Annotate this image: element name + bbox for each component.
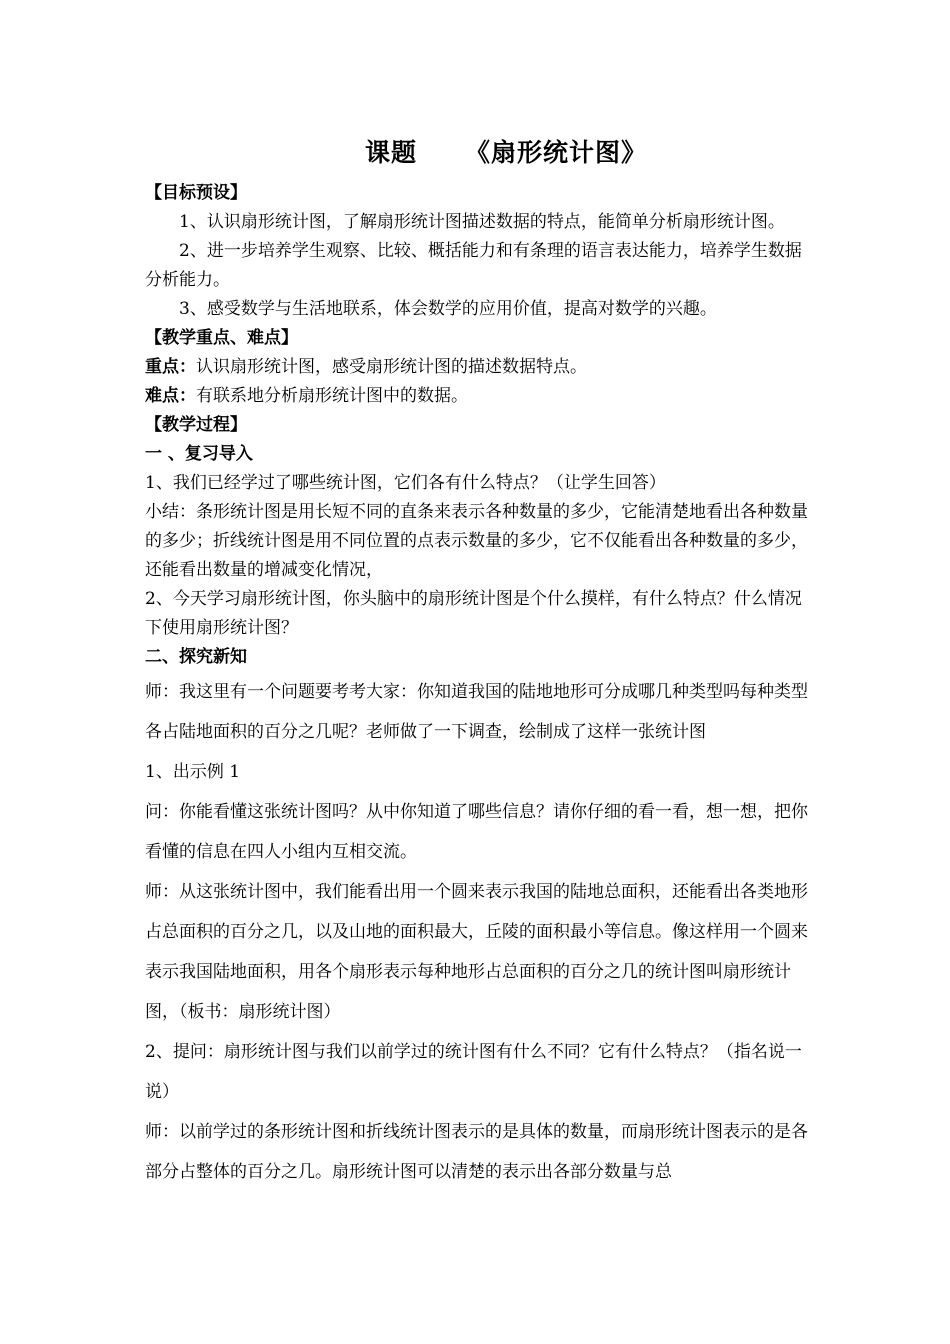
paragraph-prompt: 2、提问：扇形统计图与我们以前学过的统计图有什么不同？它有什么特点？（指名说一说） [145, 1042, 802, 1102]
goal-2: 2、进一步培养学生观察、比较、概括能力和有条理的语言表达能力，培养学生数据分析能力。 [145, 241, 802, 290]
section-goals-heading: 【目标预设】 [145, 183, 247, 203]
section-process-heading: 【教学过程】 [145, 415, 247, 435]
key-text: 认识扇形统计图，感受扇形统计图的描述数据特点。 [196, 357, 587, 377]
paragraph-teacher-question: 师：我这里有一个问题要考考大家：你知道我国的陆地地形可分成哪几种类型吗每种类型各占陆地面积的百分之几呢？老师做了一下调查，绘制成了这样一张统计图 [145, 682, 808, 742]
paragraph-review-question: 1、我们已经学过了哪些统计图，它们各有什么特点？（让学生回答） [145, 473, 666, 493]
paragraph-pie-chart-question: 2、今天学习扇形统计图，你头脑中的扇形统计图是个什么摸样，有什么特点？什么情况下使用扇形统计图？ [145, 589, 802, 638]
part-2-heading: 二、探究新知 [145, 647, 247, 667]
goal-3: 3、感受数学与生活地联系，体会数学的应用价值，提高对数学的兴趣。 [179, 299, 717, 319]
title-prefix: 课题 [364, 138, 417, 167]
paragraph-ask: 问：你能看懂这张统计图吗？从中你知道了哪些信息？请你仔细的看一看，想一想，把你看懂的信息在四人小组内互相交流。 [145, 802, 808, 862]
lesson-title [145, 133, 812, 169]
title-main: 《扇形统计图》 [465, 138, 648, 167]
goal-1: 1、认识扇形统计图，了解扇形统计图描述数据的特点，能简单分析扇形统计图。 [179, 212, 785, 232]
difficult-text: 有联系地分析扇形统计图中的数据。 [196, 386, 468, 406]
paragraph-summary: 小结：条形统计图是用长短不同的直条来表示各种数量的多少，它能清楚地看出各种数量的多少；折线统计图是用不同位置的点表示数量的多少，它不仅能看出各种数量的多少，还能看出数量的增减变化情况， [145, 502, 808, 580]
section-key-points-heading: 【教学重点、难点】 [145, 328, 298, 348]
part-1-heading: 一 、复习导入 [145, 444, 253, 464]
document-body [145, 133, 812, 1192]
difficult-point [145, 382, 812, 411]
paragraph-teacher-explanation: 师：从这张统计图中，我们能看出用一个圆来表示我国的陆地总面积，还能看出各类地形占总面积的百分之几，以及山地的面积最大，丘陵的面积最小等信息。像这样用一个圆来表示我国陆地面积，用各个扇形表示每种地形占总面积的百分之几的统计图叫扇形统计图，（板书：扇形统计图） [145, 882, 808, 1022]
key-point [145, 353, 812, 382]
paragraph-example: 1、出示例 1 [145, 762, 241, 782]
paragraph-teacher-comparison: 师：以前学过的条形统计图和折线统计图表示的是具体的数量，而扇形统计图表示的是各部分占整体的百分之几。扇形统计图可以清楚的表示出各部分数量与总 [145, 1122, 808, 1182]
key-label: 重点： [145, 357, 196, 377]
difficult-label: 难点： [145, 386, 196, 406]
